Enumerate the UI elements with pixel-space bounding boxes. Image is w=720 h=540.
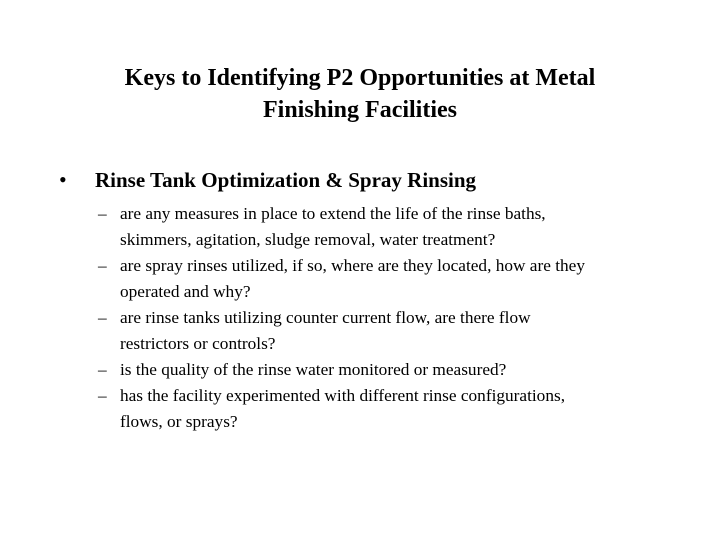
sub-bullet-marker: –	[98, 308, 107, 327]
sub-bullet-item	[98, 305, 678, 357]
sub-bullet-line: is the quality of the rinse water monitored or measured?	[120, 360, 507, 379]
sub-bullet-line: are rinse tanks utilizing counter current flow, are there flow	[120, 308, 531, 327]
bullet-marker: •	[59, 167, 67, 192]
slide-title	[60, 62, 660, 126]
title-line-1: Keys to Identifying P2 Opportunities at Metal	[124, 65, 596, 91]
sub-bullet-line: restrictors or controls?	[120, 334, 276, 353]
sub-bullet-item	[98, 201, 678, 253]
sub-bullet-list	[98, 201, 678, 435]
sub-bullet-item	[98, 383, 678, 435]
sub-bullet-item	[98, 253, 678, 305]
sub-bullet-line: has the facility experimented with different rinse configurations,	[120, 386, 566, 405]
sub-bullet-item	[98, 357, 678, 383]
sub-bullet-line: are any measures in place to extend the life of the rinse baths,	[120, 204, 546, 223]
bullet-heading: Rinse Tank Optimization & Spray Rinsing	[95, 168, 477, 192]
sub-bullet-marker: –	[98, 204, 107, 223]
sub-bullet-line: are spray rinses utilized, if so, where are they located, how are they	[120, 256, 585, 275]
sub-bullet-marker: –	[98, 360, 107, 379]
sub-bullet-marker: –	[98, 386, 107, 405]
sub-bullet-marker: –	[98, 256, 107, 275]
bullet-item	[59, 164, 699, 196]
sub-bullet-line: operated and why?	[120, 282, 251, 301]
sub-bullet-line: flows, or sprays?	[120, 412, 238, 431]
title-line-2: Finishing Facilities	[262, 97, 457, 123]
sub-bullet-line: skimmers, agitation, sludge removal, water treatment?	[120, 230, 496, 249]
